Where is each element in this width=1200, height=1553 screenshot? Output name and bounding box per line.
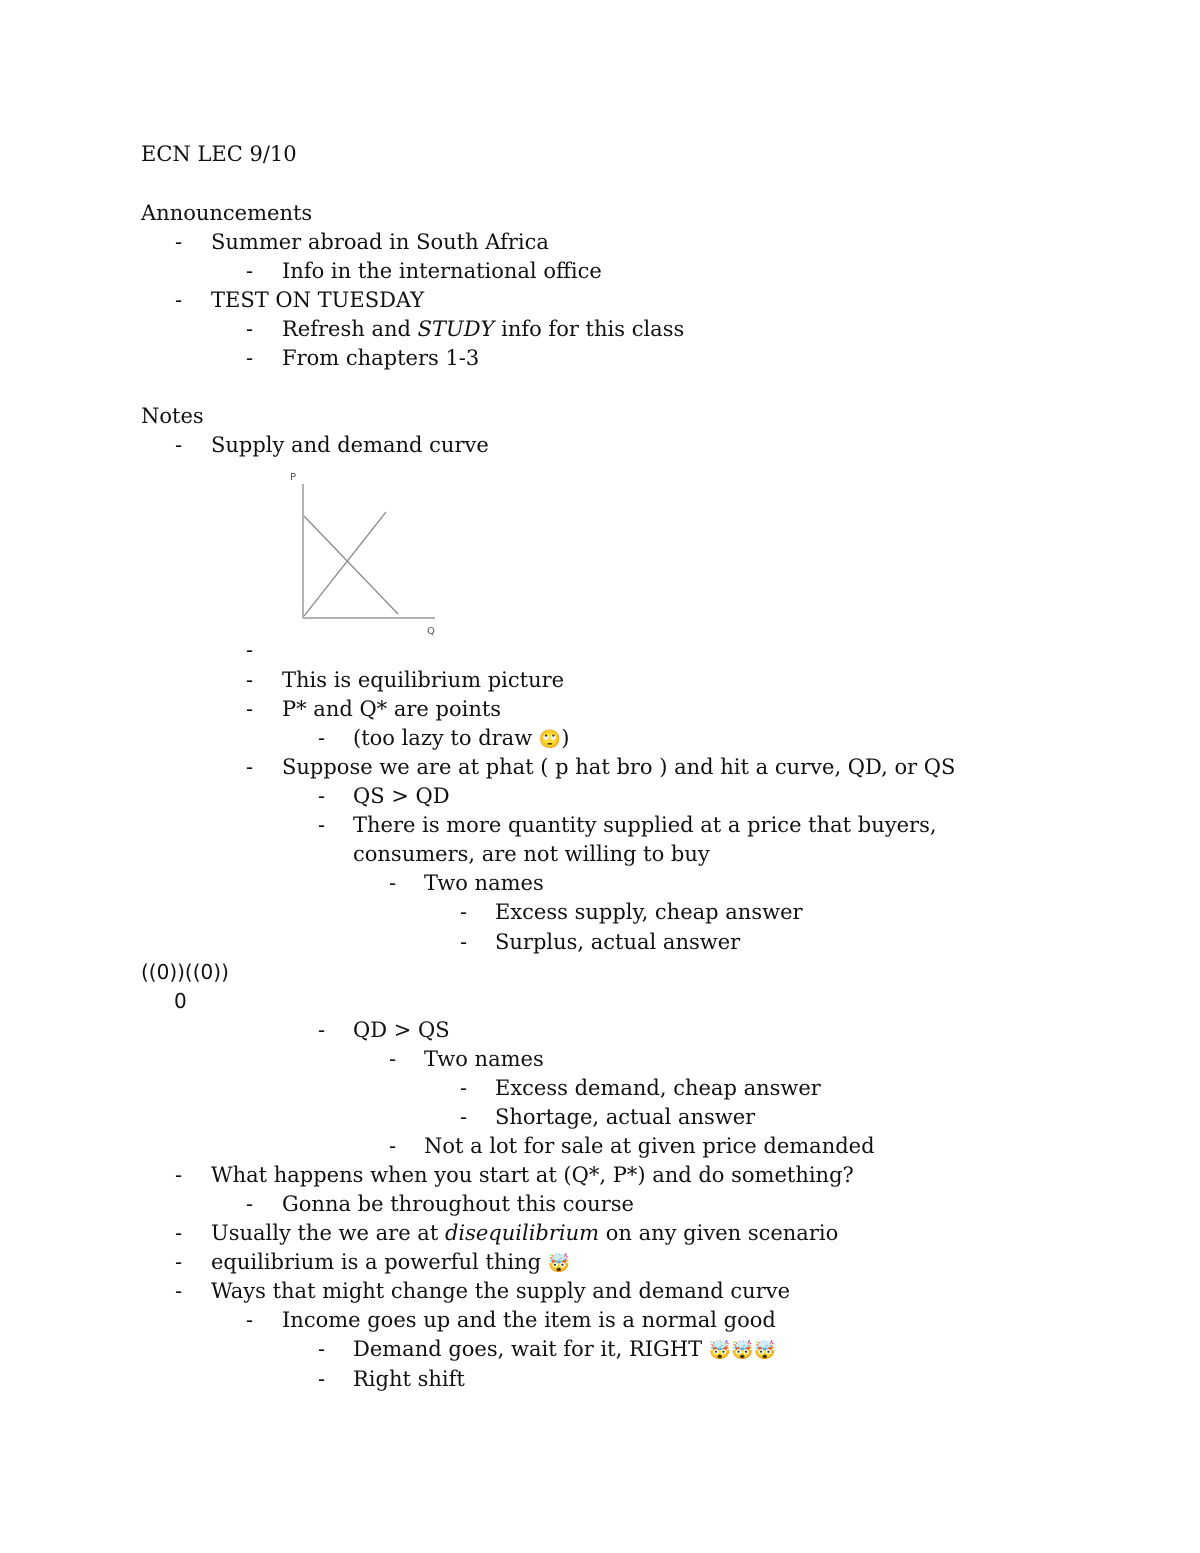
list-item: From chapters 1-3 — [282, 346, 480, 370]
bullet: - — [175, 1250, 183, 1274]
list-item: TEST ON TUESDAY — [211, 288, 425, 312]
bullet: - — [246, 755, 254, 779]
bullet: - — [246, 1192, 254, 1216]
list-item: Right shift — [353, 1367, 465, 1391]
stray-text: 0 — [174, 989, 187, 1013]
list-item: Not a lot for sale at given price demanded — [424, 1134, 875, 1158]
bullet: - — [246, 697, 254, 721]
announcements-heading: Announcements — [141, 201, 313, 225]
list-item: Suppose we are at phat ( p hat bro ) and hit a curve, QD, or QS — [282, 755, 956, 779]
bullet: - — [175, 1221, 183, 1245]
list-item: This is equilibrium picture — [282, 668, 565, 692]
text-segment: Refresh and — [282, 317, 418, 341]
list-item: Two names — [424, 871, 544, 895]
bullet: - — [318, 813, 326, 837]
bullet: - — [460, 900, 468, 924]
list-item — [282, 315, 684, 344]
emphasis-text: disequilibrium — [444, 1221, 600, 1245]
document-title: ECN LEC 9/10 — [141, 142, 297, 166]
list-item: Info in the international office — [282, 259, 602, 283]
bullet: - — [389, 1134, 397, 1158]
list-item: Surplus, actual answer — [495, 930, 741, 954]
text-segment: (too lazy to draw — [353, 726, 539, 750]
stray-text: ((0))((0)) — [141, 960, 229, 984]
text-segment: ) — [561, 726, 570, 750]
bullet: - — [460, 1076, 468, 1100]
list-item: P* and Q* are points — [282, 697, 502, 721]
text-segment: equilibrium is a powerful thing — [211, 1250, 548, 1274]
list-item-continuation: consumers, are not willing to buy — [353, 842, 710, 866]
text-segment: on any given scenario — [599, 1221, 839, 1245]
bullet: - — [318, 784, 326, 808]
bullet: - — [318, 1018, 326, 1042]
list-item — [211, 1248, 570, 1278]
bullet: - — [246, 668, 254, 692]
list-item: Income goes up and the item is a normal good — [282, 1308, 776, 1332]
list-item: Supply and demand curve — [211, 433, 489, 457]
bullet: - — [175, 1163, 183, 1187]
bullet: - — [246, 1308, 254, 1332]
demand-curve — [304, 516, 398, 614]
list-item — [353, 1335, 776, 1365]
text-segment: Usually the we are at — [211, 1221, 445, 1245]
bullet: - — [389, 1047, 397, 1071]
bullet: - — [460, 1105, 468, 1129]
bullet: - — [175, 230, 183, 254]
graph-x-label: Q — [427, 626, 435, 637]
graph-y-label: P — [290, 472, 297, 483]
bullet: - — [318, 1337, 326, 1361]
supply-curve — [304, 512, 386, 616]
bullet: - — [318, 1367, 326, 1391]
bullet: - — [460, 930, 468, 954]
eye-roll-emoji-icon: 🙄 — [538, 729, 562, 750]
bullet: - — [389, 871, 397, 895]
list-item: There is more quantity supplied at a price that buyers, — [353, 813, 937, 837]
bullet: - — [175, 1279, 183, 1303]
bullet: - — [318, 726, 326, 750]
bullet: - — [175, 433, 183, 457]
list-item: Summer abroad in South Africa — [211, 230, 549, 254]
bullet: - — [246, 317, 254, 341]
text-segment: Demand goes, wait for it, RIGHT — [353, 1337, 709, 1361]
list-item: What happens when you start at (Q*, P*) and do something? — [211, 1163, 854, 1187]
list-item — [353, 724, 569, 754]
mind-blown-emoji-icon: 🤯 — [547, 1253, 571, 1274]
bullet: - — [246, 638, 254, 662]
list-item: Ways that might change the supply and demand curve — [211, 1279, 791, 1303]
list-item: QD > QS — [353, 1018, 450, 1042]
text-segment: info for this class — [494, 317, 685, 341]
list-item: Excess supply, cheap answer — [495, 900, 803, 924]
supply-demand-graph — [280, 466, 450, 642]
list-item: Excess demand, cheap answer — [495, 1076, 821, 1100]
list-item: Gonna be throughout this course — [282, 1192, 634, 1216]
bullet: - — [175, 288, 183, 312]
list-item: Shortage, actual answer — [495, 1105, 756, 1129]
list-item: Two names — [424, 1047, 544, 1071]
emphasis-text: STUDY — [417, 317, 495, 341]
mind-blown-emoji-icon: 🤯🤯🤯 — [708, 1340, 777, 1361]
list-item — [211, 1219, 838, 1248]
bullet: - — [246, 259, 254, 283]
bullet: - — [246, 346, 254, 370]
list-item: QS > QD — [353, 784, 450, 808]
notes-heading: Notes — [141, 404, 204, 428]
